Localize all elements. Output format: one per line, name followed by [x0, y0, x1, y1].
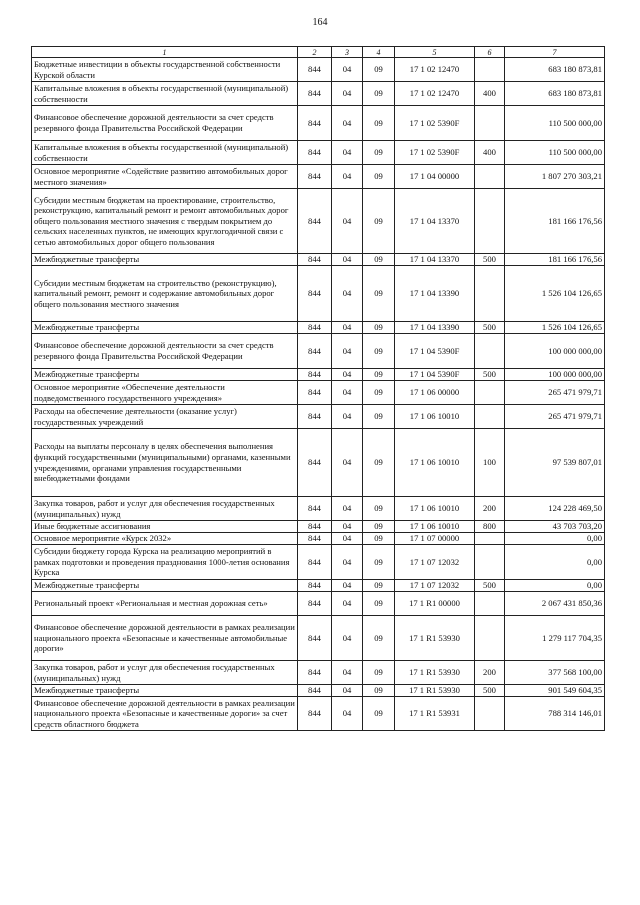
- cell-name: Основное мероприятие «Курск 2032»: [32, 533, 298, 545]
- cell-name: Бюджетные инвестиции в объекты государственной собственности Курской области: [32, 58, 298, 82]
- cell-pr: 09: [363, 141, 395, 165]
- cell-pr: 09: [363, 580, 395, 592]
- cell-name: Региональный проект «Региональная и местная дорожная сеть»: [32, 592, 298, 616]
- cell-csr: 17 1 04 13370: [395, 189, 475, 254]
- cell-vr: [475, 381, 505, 405]
- cell-name: Финансовое обеспечение дорожной деятельности за счет средств резервного фонда Правительства Российской Федерации: [32, 334, 298, 369]
- cell-name: Расходы на обеспечение деятельности (оказание услуг) государственных учреждений: [32, 405, 298, 429]
- cell-pr: 09: [363, 429, 395, 497]
- cell-ved: 844: [298, 254, 332, 266]
- table-row: [32, 82, 605, 106]
- cell-ved: 844: [298, 580, 332, 592]
- table-row: [32, 322, 605, 334]
- cell-name: Межбюджетные трансферты: [32, 580, 298, 592]
- cell-name: Субсидии местным бюджетам на проектирование, строительство, реконструкцию, капитальный ремонт и ремонт автомобильных дорог общего пользования местного значения с твердым покрытием до сельских населенных пунктов, не имеющих круглогодичной связи с сетью автомобильных дорог общего пользования: [32, 189, 298, 254]
- header-cell-name: 1: [32, 47, 298, 58]
- cell-csr: 17 1 R1 00000: [395, 592, 475, 616]
- cell-csr: 17 1 04 00000: [395, 165, 475, 189]
- cell-ved: 844: [298, 58, 332, 82]
- cell-vr: 400: [475, 82, 505, 106]
- cell-pr: 09: [363, 381, 395, 405]
- cell-name: Иные бюджетные ассигнования: [32, 521, 298, 533]
- cell-sum: 43 703 703,20: [505, 521, 605, 533]
- cell-rz: 04: [332, 429, 363, 497]
- cell-name: Капитальные вложения в объекты государственной (муниципальной) собственности: [32, 141, 298, 165]
- cell-rz: 04: [332, 697, 363, 731]
- cell-vr: [475, 58, 505, 82]
- table-header-row: [32, 47, 605, 58]
- cell-rz: 04: [332, 685, 363, 697]
- cell-pr: 09: [363, 266, 395, 322]
- cell-name: Межбюджетные трансферты: [32, 369, 298, 381]
- cell-vr: [475, 189, 505, 254]
- cell-sum: 0,00: [505, 533, 605, 545]
- cell-name: Межбюджетные трансферты: [32, 685, 298, 697]
- cell-csr: 17 1 06 10010: [395, 429, 475, 497]
- cell-csr: 17 1 04 13390: [395, 266, 475, 322]
- cell-rz: 04: [332, 266, 363, 322]
- cell-csr: 17 1 R1 53931: [395, 697, 475, 731]
- cell-name: Основное мероприятие «Содействие развитию автомобильных дорог местного значения»: [32, 165, 298, 189]
- cell-csr: 17 1 02 12470: [395, 58, 475, 82]
- cell-name: Расходы на выплаты персоналу в целях обеспечения выполнения функций государственными (муниципальными) органами, казенными учреждениями, органами управления государственными внебюджетными фондами: [32, 429, 298, 497]
- table-row: [32, 497, 605, 521]
- cell-rz: 04: [332, 82, 363, 106]
- cell-ved: 844: [298, 685, 332, 697]
- cell-pr: 09: [363, 697, 395, 731]
- table-row: [32, 334, 605, 369]
- cell-sum: 788 314 146,01: [505, 697, 605, 731]
- cell-csr: 17 1 06 10010: [395, 405, 475, 429]
- cell-rz: 04: [332, 405, 363, 429]
- cell-name: Капитальные вложения в объекты государственной (муниципальной) собственности: [32, 82, 298, 106]
- cell-csr: 17 1 06 00000: [395, 381, 475, 405]
- cell-sum: 0,00: [505, 545, 605, 580]
- budget-table: [31, 46, 605, 731]
- table-row: [32, 189, 605, 254]
- cell-rz: 04: [332, 254, 363, 266]
- cell-rz: 04: [332, 580, 363, 592]
- cell-vr: 100: [475, 429, 505, 497]
- cell-csr: 17 1 02 12470: [395, 82, 475, 106]
- table-row: [32, 697, 605, 731]
- cell-ved: 844: [298, 141, 332, 165]
- cell-sum: 1 807 270 303,21: [505, 165, 605, 189]
- table-row: [32, 580, 605, 592]
- header-cell-pr: 4: [363, 47, 395, 58]
- table-row: [32, 685, 605, 697]
- cell-ved: 844: [298, 545, 332, 580]
- table-row: [32, 533, 605, 545]
- table-row: [32, 141, 605, 165]
- cell-rz: 04: [332, 334, 363, 369]
- cell-sum: 1 526 104 126,65: [505, 322, 605, 334]
- cell-rz: 04: [332, 533, 363, 545]
- cell-sum: 901 549 604,35: [505, 685, 605, 697]
- cell-csr: 17 1 R1 53930: [395, 661, 475, 685]
- header-cell-rz: 3: [332, 47, 363, 58]
- cell-rz: 04: [332, 106, 363, 141]
- cell-ved: 844: [298, 106, 332, 141]
- cell-ved: 844: [298, 334, 332, 369]
- table-row: [32, 254, 605, 266]
- cell-ved: 844: [298, 697, 332, 731]
- cell-name: Закупка товаров, работ и услуг для обеспечения государственных (муниципальных) нужд: [32, 661, 298, 685]
- cell-vr: 200: [475, 661, 505, 685]
- cell-pr: 09: [363, 592, 395, 616]
- cell-rz: 04: [332, 381, 363, 405]
- cell-sum: 683 180 873,81: [505, 82, 605, 106]
- header-cell-sum: 7: [505, 47, 605, 58]
- cell-rz: 04: [332, 322, 363, 334]
- cell-rz: 04: [332, 58, 363, 82]
- cell-rz: 04: [332, 497, 363, 521]
- cell-sum: 265 471 979,71: [505, 405, 605, 429]
- header-cell-vr: 6: [475, 47, 505, 58]
- cell-csr: 17 1 04 5390F: [395, 369, 475, 381]
- table-row: [32, 429, 605, 497]
- cell-vr: 500: [475, 322, 505, 334]
- cell-csr: 17 1 06 10010: [395, 521, 475, 533]
- cell-sum: 181 166 176,56: [505, 254, 605, 266]
- cell-csr: 17 1 07 00000: [395, 533, 475, 545]
- cell-sum: 110 500 000,00: [505, 141, 605, 165]
- cell-vr: [475, 334, 505, 369]
- cell-vr: [475, 266, 505, 322]
- cell-vr: [475, 697, 505, 731]
- cell-ved: 844: [298, 322, 332, 334]
- cell-vr: [475, 616, 505, 661]
- table-row: [32, 616, 605, 661]
- cell-sum: 97 539 807,01: [505, 429, 605, 497]
- cell-rz: 04: [332, 616, 363, 661]
- header-cell-ved: 2: [298, 47, 332, 58]
- cell-sum: 181 166 176,56: [505, 189, 605, 254]
- cell-vr: [475, 592, 505, 616]
- cell-csr: 17 1 06 10010: [395, 497, 475, 521]
- table-row: [32, 369, 605, 381]
- cell-ved: 844: [298, 165, 332, 189]
- cell-pr: 09: [363, 322, 395, 334]
- cell-csr: 17 1 R1 53930: [395, 685, 475, 697]
- cell-sum: 124 228 469,50: [505, 497, 605, 521]
- cell-ved: 844: [298, 521, 332, 533]
- cell-csr: 17 1 04 13390: [395, 322, 475, 334]
- cell-vr: 500: [475, 685, 505, 697]
- cell-rz: 04: [332, 592, 363, 616]
- cell-rz: 04: [332, 545, 363, 580]
- cell-csr: 17 1 04 5390F: [395, 334, 475, 369]
- cell-rz: 04: [332, 369, 363, 381]
- cell-pr: 09: [363, 497, 395, 521]
- cell-rz: 04: [332, 189, 363, 254]
- cell-csr: 17 1 R1 53930: [395, 616, 475, 661]
- cell-sum: 265 471 979,71: [505, 381, 605, 405]
- cell-vr: [475, 106, 505, 141]
- cell-pr: 09: [363, 165, 395, 189]
- cell-pr: 09: [363, 616, 395, 661]
- table-row: [32, 545, 605, 580]
- cell-sum: 1 526 104 126,65: [505, 266, 605, 322]
- cell-vr: [475, 165, 505, 189]
- cell-pr: 09: [363, 533, 395, 545]
- cell-ved: 844: [298, 266, 332, 322]
- table-row: [32, 165, 605, 189]
- cell-vr: 500: [475, 580, 505, 592]
- cell-rz: 04: [332, 661, 363, 685]
- cell-csr: 17 1 02 5390F: [395, 106, 475, 141]
- table-row: [32, 521, 605, 533]
- cell-vr: [475, 405, 505, 429]
- cell-pr: 09: [363, 521, 395, 533]
- cell-pr: 09: [363, 685, 395, 697]
- cell-name: Межбюджетные трансферты: [32, 254, 298, 266]
- header-cell-csr: 5: [395, 47, 475, 58]
- cell-vr: 800: [475, 521, 505, 533]
- cell-ved: 844: [298, 616, 332, 661]
- cell-pr: 09: [363, 82, 395, 106]
- cell-ved: 844: [298, 82, 332, 106]
- cell-vr: [475, 545, 505, 580]
- cell-csr: 17 1 07 12032: [395, 580, 475, 592]
- table-row: [32, 381, 605, 405]
- cell-pr: 09: [363, 334, 395, 369]
- cell-sum: 0,00: [505, 580, 605, 592]
- cell-ved: 844: [298, 533, 332, 545]
- table-row: [32, 58, 605, 82]
- cell-csr: 17 1 07 12032: [395, 545, 475, 580]
- cell-name: Субсидии бюджету города Курска на реализацию мероприятий в рамках подготовки и проведения празднования 1000-летия основания Курска: [32, 545, 298, 580]
- page-number: 164: [312, 17, 328, 28]
- cell-pr: 09: [363, 545, 395, 580]
- cell-vr: 400: [475, 141, 505, 165]
- cell-pr: 09: [363, 254, 395, 266]
- cell-sum: 683 180 873,81: [505, 58, 605, 82]
- cell-sum: 2 067 431 850,36: [505, 592, 605, 616]
- cell-ved: 844: [298, 429, 332, 497]
- cell-vr: 500: [475, 254, 505, 266]
- table-row: [32, 266, 605, 322]
- cell-csr: 17 1 02 5390F: [395, 141, 475, 165]
- table-row: [32, 405, 605, 429]
- cell-name: Субсидии местным бюджетам на строительство (реконструкцию), капитальный ремонт, ремонт и содержание автомобильных дорог общего пользования местного значения: [32, 266, 298, 322]
- cell-vr: 200: [475, 497, 505, 521]
- cell-ved: 844: [298, 405, 332, 429]
- cell-ved: 844: [298, 661, 332, 685]
- cell-ved: 844: [298, 189, 332, 254]
- cell-sum: 100 000 000,00: [505, 369, 605, 381]
- table-row: [32, 661, 605, 685]
- cell-pr: 09: [363, 405, 395, 429]
- cell-name: Основное мероприятие «Обеспечение деятельности подведомственного государственного учреждения»: [32, 381, 298, 405]
- cell-pr: 09: [363, 106, 395, 141]
- cell-rz: 04: [332, 521, 363, 533]
- cell-pr: 09: [363, 661, 395, 685]
- cell-csr: 17 1 04 13370: [395, 254, 475, 266]
- cell-ved: 844: [298, 497, 332, 521]
- table-row: [32, 592, 605, 616]
- cell-pr: 09: [363, 369, 395, 381]
- cell-name: Финансовое обеспечение дорожной деятельности в рамках реализации национального проекта «Безопасные и качественные дороги» за счет средств областного бюджета: [32, 697, 298, 731]
- cell-pr: 09: [363, 189, 395, 254]
- cell-rz: 04: [332, 141, 363, 165]
- cell-sum: 1 279 117 704,35: [505, 616, 605, 661]
- cell-vr: 500: [475, 369, 505, 381]
- cell-ved: 844: [298, 592, 332, 616]
- cell-name: Финансовое обеспечение дорожной деятельности за счет средств резервного фонда Правительства Российской Федерации: [32, 106, 298, 141]
- cell-pr: 09: [363, 58, 395, 82]
- cell-sum: 110 500 000,00: [505, 106, 605, 141]
- cell-name: Межбюджетные трансферты: [32, 322, 298, 334]
- cell-name: Закупка товаров, работ и услуг для обеспечения государственных (муниципальных) нужд: [32, 497, 298, 521]
- cell-ved: 844: [298, 381, 332, 405]
- cell-name: Финансовое обеспечение дорожной деятельности в рамках реализации национального проекта «Безопасные и качественные автомобильные дороги»: [32, 616, 298, 661]
- cell-sum: 377 568 100,00: [505, 661, 605, 685]
- cell-sum: 100 000 000,00: [505, 334, 605, 369]
- cell-vr: [475, 533, 505, 545]
- cell-rz: 04: [332, 165, 363, 189]
- cell-ved: 844: [298, 369, 332, 381]
- table-row: [32, 106, 605, 141]
